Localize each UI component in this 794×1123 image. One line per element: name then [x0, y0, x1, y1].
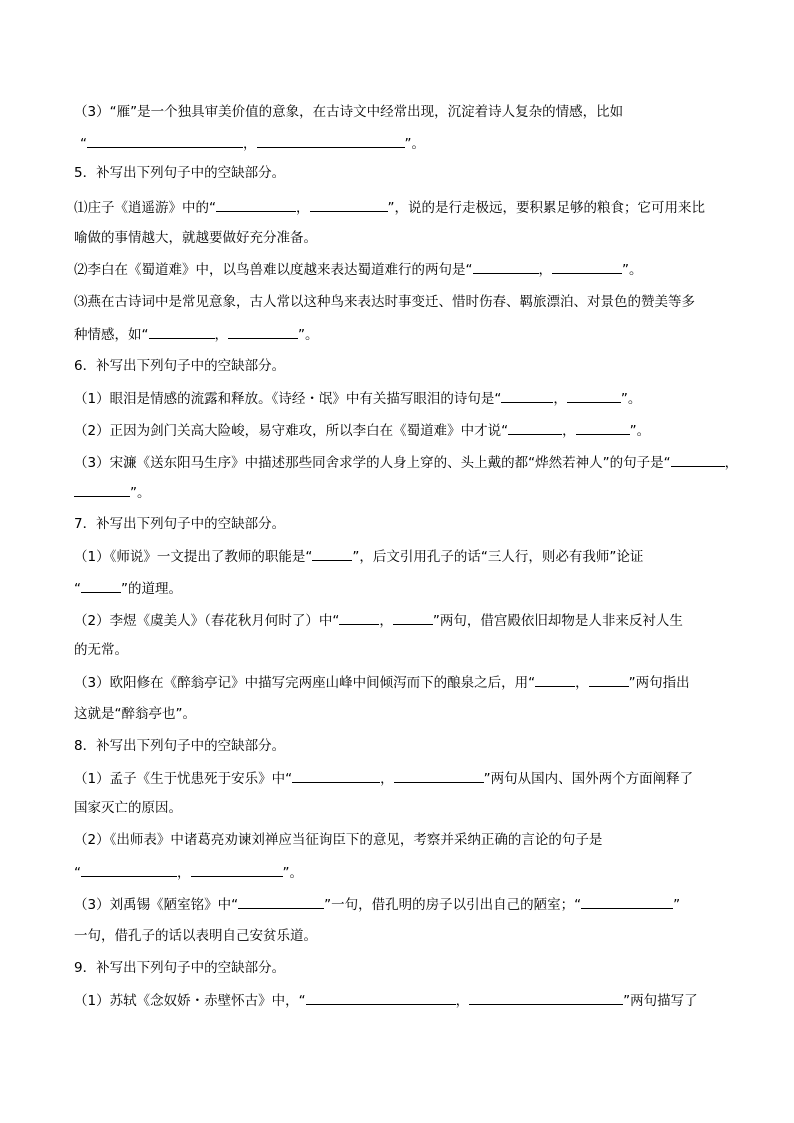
text-line — [74, 546, 643, 567]
answer-blank[interactable] — [87, 133, 243, 148]
answer-blank[interactable] — [312, 546, 352, 561]
text-line — [74, 324, 319, 345]
text-line — [80, 133, 425, 154]
answer-blank[interactable] — [581, 894, 673, 909]
text-segment: ， — [553, 391, 567, 407]
text-segment: ， — [214, 327, 228, 343]
text-line — [74, 926, 317, 946]
answer-blank[interactable] — [339, 610, 379, 625]
text-line — [74, 514, 285, 534]
text-line — [74, 102, 623, 122]
text-segment: ， — [243, 136, 257, 152]
text-segment: （1）孟子《生于忧患死于安乐》中“ — [74, 771, 293, 787]
text-segment: 的无常。 — [74, 642, 128, 658]
text-segment: （3）“雁”是一个独具审美价值的意象，在古诗文中经常出现，沉淀着诗人复杂的情感，比如 — [74, 104, 624, 120]
text-segment: ”一句，借孔明的房子以引出自己的陋室；“ — [324, 897, 582, 913]
text-line — [74, 958, 285, 978]
text-line — [74, 894, 680, 915]
text-line — [74, 672, 690, 693]
text-segment: ⑴庄子《逍遥游》中的“ — [74, 200, 216, 216]
answer-blank[interactable] — [535, 672, 575, 687]
answer-blank[interactable] — [216, 197, 296, 212]
text-line — [74, 578, 182, 599]
answer-blank[interactable] — [228, 324, 298, 339]
answer-blank[interactable] — [81, 578, 121, 593]
text-segment: “ — [80, 136, 87, 152]
text-segment: 国家灭亡的原因。 — [74, 800, 182, 816]
answer-blank[interactable] — [310, 197, 388, 212]
text-segment: ， — [177, 865, 191, 881]
answer-blank[interactable] — [473, 259, 539, 274]
answer-blank[interactable] — [393, 610, 433, 625]
answer-blank[interactable] — [508, 420, 562, 435]
answer-blank[interactable] — [74, 482, 130, 497]
text-segment: ， — [575, 675, 589, 691]
text-segment: ” — [673, 897, 681, 913]
text-line — [74, 292, 695, 312]
text-segment: （2）李煜《虞美人》（春花秋月何时了）中“ — [74, 613, 340, 629]
text-line — [74, 259, 643, 280]
text-segment: 喻做的事情越大，就越要做好充分准备。 — [74, 230, 317, 246]
text-segment: ”。 — [622, 262, 643, 278]
text-segment: “ — [74, 865, 81, 881]
answer-blank[interactable] — [552, 259, 622, 274]
text-segment: ， — [538, 262, 552, 278]
answer-blank[interactable] — [306, 990, 456, 1005]
text-line — [74, 798, 182, 818]
answer-blank[interactable] — [589, 672, 629, 687]
text-segment: 7．补写出下列句子中的空缺部分。 — [74, 516, 286, 532]
text-segment: 9．补写出下列句子中的空缺部分。 — [74, 960, 286, 976]
text-segment: ， — [296, 200, 310, 216]
text-segment: ”两句描写了 — [623, 993, 698, 1009]
text-segment: 8．补写出下列句子中的空缺部分。 — [74, 738, 286, 754]
answer-blank[interactable] — [576, 420, 630, 435]
text-line — [74, 197, 705, 218]
text-segment: ， — [562, 423, 576, 439]
text-segment: ”。 — [282, 865, 303, 881]
text-segment: （2）《出师表》中诸葛亮劝谏刘禅应当征询臣下的意见，考察并采纳正确的言论的句子是 — [74, 832, 603, 848]
text-line — [74, 420, 650, 441]
text-segment: 5．补写出下列句子中的空缺部分。 — [74, 165, 286, 181]
text-segment: ， — [455, 993, 470, 1009]
text-line — [74, 704, 196, 724]
text-segment: 种情感，如“ — [74, 327, 149, 343]
text-segment: ”两句指出 — [628, 675, 690, 691]
text-line — [74, 163, 285, 183]
answer-blank[interactable] — [292, 768, 380, 783]
text-line — [74, 228, 317, 248]
answer-blank[interactable] — [257, 133, 405, 148]
text-segment: ”。 — [404, 136, 425, 152]
text-segment: （1）《师说》一文提出了教师的职能是“ — [74, 549, 313, 565]
text-segment: ”两句从国内、国外两个方面阐释了 — [483, 771, 694, 787]
text-segment: ”。 — [298, 327, 319, 343]
text-line — [74, 736, 285, 756]
text-segment: （1）苏轼《念奴娇・赤壁怀古》中，“ — [74, 993, 306, 1009]
text-line — [74, 452, 738, 473]
text-segment: ”。 — [130, 485, 151, 501]
text-segment: ”两句，借宫殿依旧却物是人非来反衬人生 — [432, 613, 683, 629]
text-segment: ”。 — [620, 391, 642, 407]
text-segment: ”的道理。 — [121, 581, 182, 597]
text-line — [74, 990, 698, 1011]
answer-blank[interactable] — [469, 990, 623, 1005]
answer-blank[interactable] — [671, 452, 725, 467]
text-line — [74, 768, 693, 789]
answer-blank[interactable] — [149, 324, 215, 339]
text-line — [74, 388, 641, 409]
text-segment: ， — [724, 455, 739, 471]
answer-blank[interactable] — [81, 862, 177, 877]
text-segment: ， — [380, 771, 394, 787]
text-line — [74, 830, 602, 850]
answer-blank[interactable] — [567, 388, 621, 403]
answer-blank[interactable] — [394, 768, 484, 783]
answer-blank[interactable] — [191, 862, 283, 877]
text-line — [74, 640, 128, 660]
text-segment: ， — [379, 613, 393, 629]
text-segment: （1）眼泪是情感的流露和释放。《诗经・氓》中有关描写眼泪的诗句是“ — [74, 391, 502, 407]
text-segment: 这就是“醉翁亭也”。 — [74, 706, 196, 722]
text-segment: “ — [74, 581, 81, 597]
text-segment: （3）刘禹锡《陋室铭》中“ — [74, 897, 239, 913]
text-segment: （3）宋濂《送东阳马生序》中描述那些同舍求学的人身上穿的、头上戴的都“烨然若神人”的句子是“ — [74, 455, 671, 471]
text-segment: 一句，借孔子的话以表明自己安贫乐道。 — [74, 928, 317, 944]
text-line — [74, 610, 683, 631]
text-segment: ”，说的是行走极远，要积累足够的粮食；它可用来比 — [387, 200, 705, 216]
text-segment: （2）正因为剑门关高大险峻，易守难攻，所以李白在《蜀道难》中才说“ — [74, 423, 509, 439]
answer-blank[interactable] — [238, 894, 324, 909]
text-segment: ”。 — [629, 423, 651, 439]
text-segment: ⑶燕在古诗词中是常见意象，古人常以这种鸟来表达时事变迁、惜时伤春、羁旅漂泊、对景色的赞美等多 — [74, 294, 695, 310]
text-segment: 6．补写出下列句子中的空缺部分。 — [74, 358, 286, 374]
text-line — [74, 356, 285, 376]
text-segment: ”，后文引用孔子的话“三人行，则必有我师”论证 — [352, 549, 644, 565]
text-line — [74, 482, 151, 503]
text-line — [74, 862, 303, 883]
answer-blank[interactable] — [501, 388, 553, 403]
text-segment: （3）欧阳修在《醉翁亭记》中描写完两座山峰中间倾泻而下的酿泉之后，用“ — [74, 675, 536, 691]
text-segment: ⑵李白在《蜀道难》中，以鸟兽难以度越来表达蜀道难行的两句是“ — [74, 262, 473, 278]
